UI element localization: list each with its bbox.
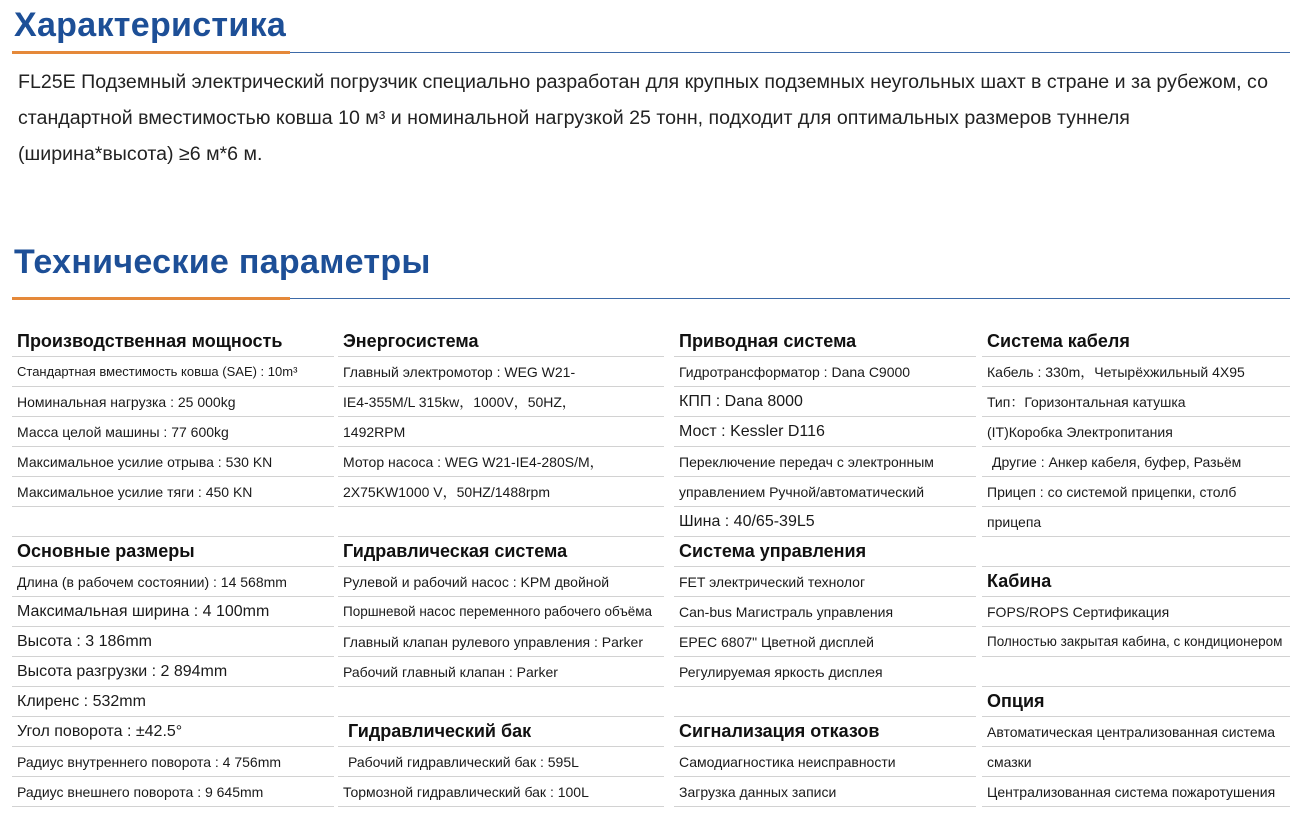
spec-transmission: КПП : Dana 8000 xyxy=(674,387,976,417)
group-heading-options: Опция xyxy=(982,687,1290,717)
spec-rated-load: Номинальная нагрузка : 25 000kg xyxy=(12,387,334,417)
group-heading-cable-system: Система кабеля xyxy=(982,327,1290,357)
column-cable-cabin-options xyxy=(982,327,1290,807)
spec-ground-clearance: Клиренс : 532mm xyxy=(12,687,334,717)
spec-fet: FET электрический технолог xyxy=(674,567,976,597)
spec-cable: Кабель : 330m，Четырёхжильный 4X95 xyxy=(982,357,1290,387)
spec-inner-turning-radius: Радиус внутреннего поворота : 4 756mm xyxy=(12,747,334,777)
spec-other: Другие : Анкер кабеля, буфер, Разьём xyxy=(982,447,1290,477)
group-heading-main-dimensions: Основные размеры xyxy=(12,537,334,567)
spec-power-box: (IT)Коробка Электропитания xyxy=(982,417,1290,447)
spec-pump-motor-cont: 2X75KW1000 V，50HZ/1488rpm xyxy=(338,477,664,507)
group-heading-cabin: Кабина xyxy=(982,567,1290,597)
spec-max-width: Максимальная ширина : 4 100mm xyxy=(12,597,334,627)
title-underline-accent xyxy=(12,297,290,300)
spec-canbus: Can-bus Магистраль управления xyxy=(674,597,976,627)
spec-display: EPEC 6807" Цветной дисплей xyxy=(674,627,976,657)
spec-height: Высота : 3 186mm xyxy=(12,627,334,657)
group-heading-hydraulic-tank: Гидравлический бак xyxy=(338,717,664,747)
spec-main-valve: Рабочий главный клапан : Parker xyxy=(338,657,664,687)
spec-bucket-capacity: Стандартная вместимость ковша (SAE) : 10m³ xyxy=(12,357,334,387)
spec-working-tank: Рабочий гидравлический бак : 595L xyxy=(338,747,664,777)
spec-steering-angle: Угол поворота : ±42.5° xyxy=(12,717,334,747)
section-title-characteristics: Характеристика xyxy=(14,6,287,44)
group-heading-power-system: Энергосистема xyxy=(338,327,664,357)
spec-trailer: Прицеп : со системой прицепки, столб xyxy=(982,477,1290,507)
intro-paragraph: FL25E Подземный электрический погрузчик специально разработан для крупных подземных неугольных шахт в стране и за рубежом, со стандартной вместимостью ковша 10 м³ и номинальной нагрузкой 25 тонн, подходит для оптимальных размеров туннеля (ширина*высота) ≥6 м*6 м. xyxy=(18,71,1268,165)
spec-fire-suppression: Централизованная система пожаротушения xyxy=(982,777,1290,807)
spec-display-brightness: Регулируемая яркость дисплея xyxy=(674,657,976,687)
spec-steering-valve: Главный клапан рулевого управления : Parker xyxy=(338,627,664,657)
spec-outer-turning-radius: Радиус внешнего поворота : 9 645mm xyxy=(12,777,334,807)
spec-steering-pump: Рулевой и рабочий насос : KPM двойной xyxy=(338,567,664,597)
spec-main-motor: Главный электромотор : WEG W21- xyxy=(338,357,664,387)
group-heading-control-system: Система управления xyxy=(674,537,976,567)
spec-torque-converter: Гидротрансформатор : Dana C9000 xyxy=(674,357,976,387)
spec-gear-shift: Переключение передач с электронным xyxy=(674,447,976,477)
spec-tractive-force: Максимальное усилие тяги : 450 KN xyxy=(12,477,334,507)
spec-gear-shift-cont: управлением Ручной/автоматический xyxy=(674,477,976,507)
group-heading-drive-system: Приводная система xyxy=(674,327,976,357)
spec-self-diagnosis: Самодиагностика неисправности xyxy=(674,747,976,777)
spacer-row xyxy=(982,657,1290,687)
column-drive-control xyxy=(674,327,976,807)
title-underline-accent xyxy=(12,51,290,54)
spec-dump-height: Высота разгрузки : 2 894mm xyxy=(12,657,334,687)
spacer-row xyxy=(982,537,1290,567)
spec-trailer-cont: прицепа xyxy=(982,507,1290,537)
spec-closed-cabin: Полностью закрытая кабина, с кондиционером xyxy=(982,627,1290,657)
title-underline xyxy=(12,52,1290,53)
group-heading-hydraulic-system: Гидравлическая система xyxy=(338,537,664,567)
spec-auto-lubrication-cont: смазки xyxy=(982,747,1290,777)
title-underline xyxy=(12,298,1290,299)
group-heading-fault-alarm: Сигнализация отказов xyxy=(674,717,976,747)
spec-tire: Шина : 40/65-39L5 xyxy=(674,507,976,537)
spec-main-motor-rpm: 1492RPM xyxy=(338,417,664,447)
spec-data-logging: Загрузка данных записи xyxy=(674,777,976,807)
spec-auto-lubrication: Автоматическая централизованная система xyxy=(982,717,1290,747)
spec-piston-pump: Поршневой насос переменного рабочего объёма xyxy=(338,597,664,627)
spec-fops-rops: FOPS/ROPS Сертификация xyxy=(982,597,1290,627)
spec-axle: Мост : Kessler D116 xyxy=(674,417,976,447)
spec-breakout-force: Максимальное усилие отрыва : 530 KN xyxy=(12,447,334,477)
spec-main-motor-cont: IE4-355M/L 315kw，1000V，50HZ， xyxy=(338,387,664,417)
group-heading-production-capacity: Производственная мощность xyxy=(12,327,334,357)
spacer-row xyxy=(338,507,664,537)
spec-length: Длина (в рабочем состоянии) : 14 568mm xyxy=(12,567,334,597)
spacer-row xyxy=(674,687,976,717)
spec-machine-mass: Масса целой машины : 77 600kg xyxy=(12,417,334,447)
spacer-row xyxy=(12,507,334,537)
column-production-dimensions xyxy=(12,327,334,807)
section-title-tech-params: Технические параметры xyxy=(14,243,431,281)
spec-brake-tank: Тормозной гидравлический бак : 100L xyxy=(338,777,664,807)
spec-reel-type: Тип：Горизонтальная катушка xyxy=(982,387,1290,417)
spec-pump-motor: Мотор насоса : WEG W21-IE4-280S/M， xyxy=(338,447,664,477)
spacer-row xyxy=(338,687,664,717)
column-power-hydraulics xyxy=(338,327,664,807)
